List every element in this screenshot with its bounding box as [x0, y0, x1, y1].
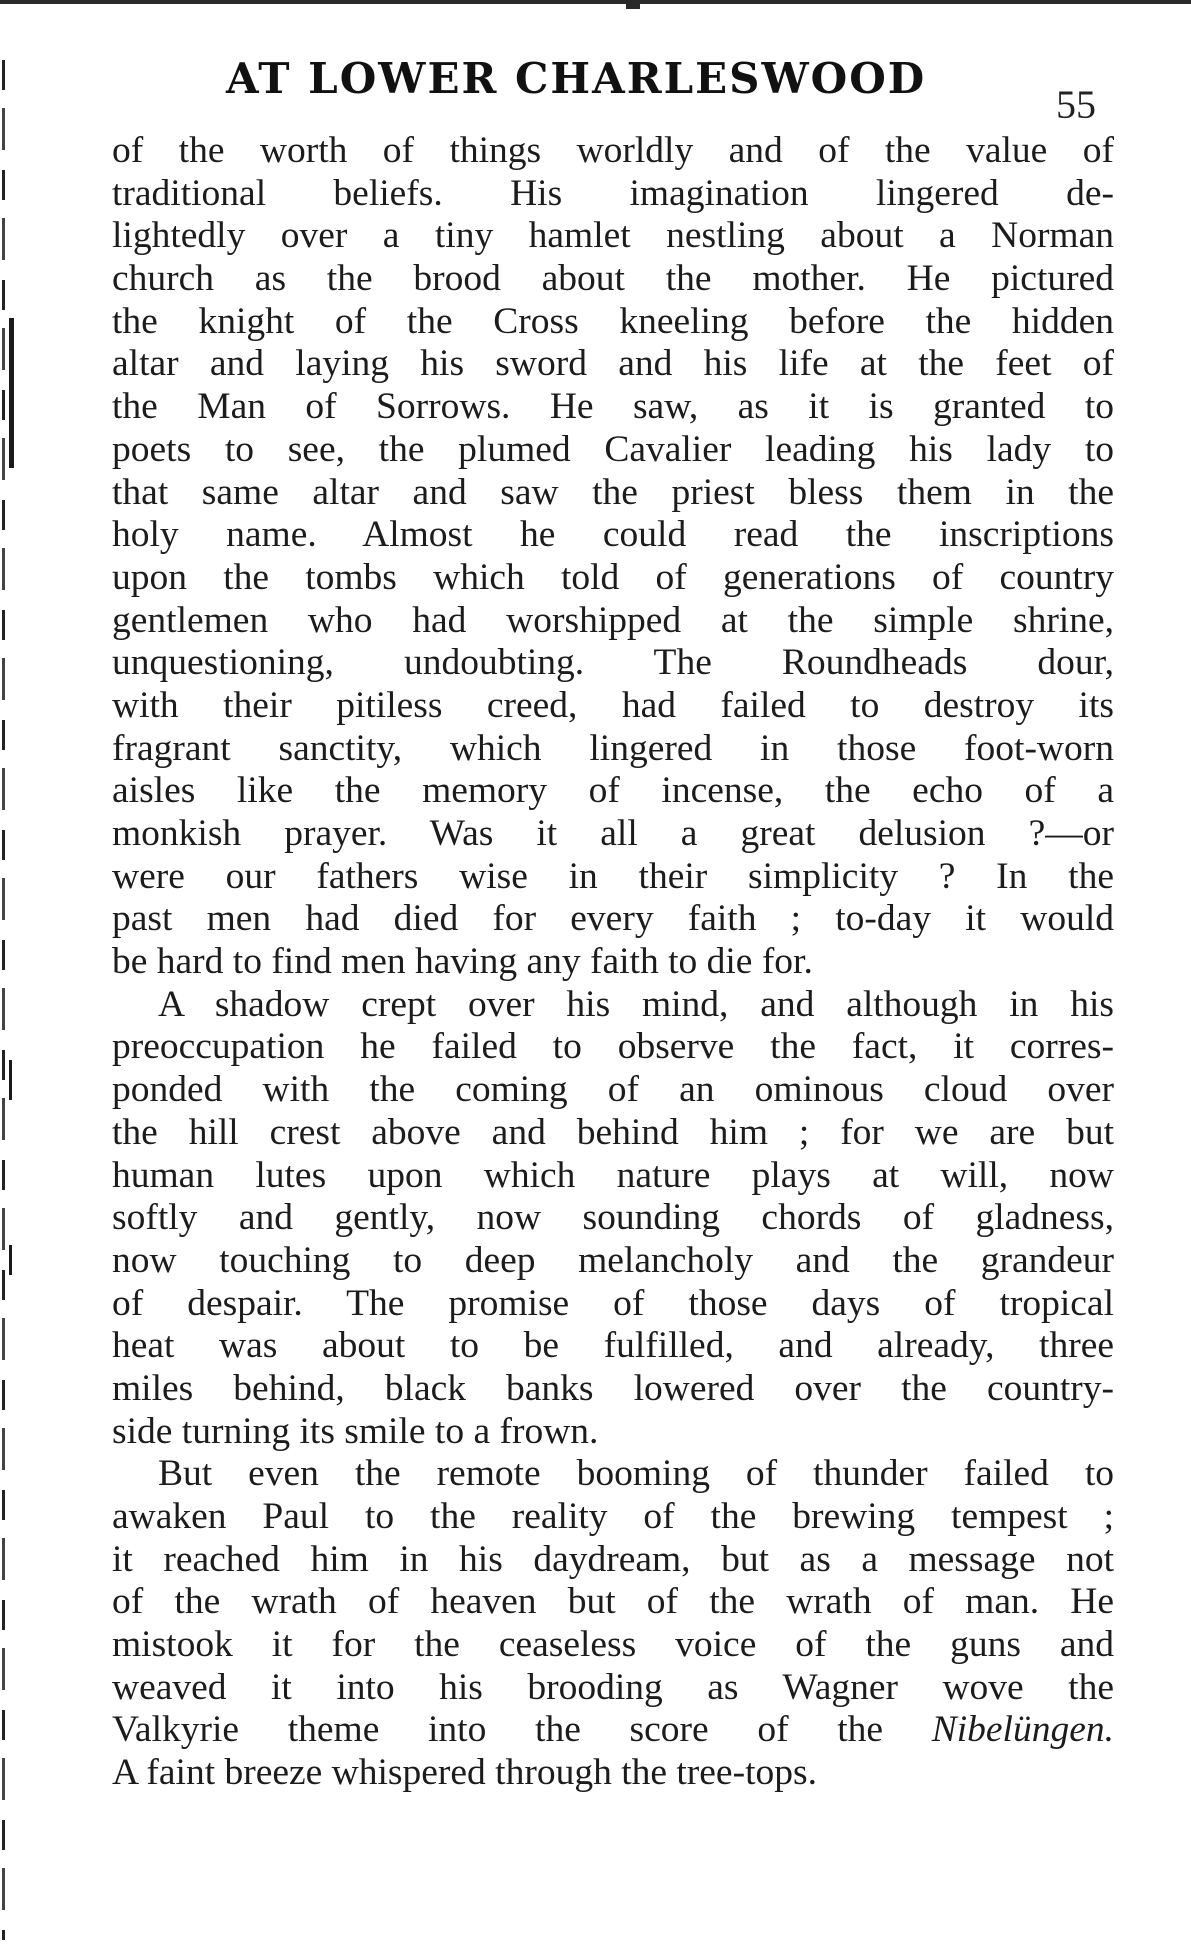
top-edge-mark: [626, 0, 640, 9]
text-line: poets to see, the plumed Cavalier leading his lady to: [112, 428, 1114, 470]
text-line: of the worth of things worldly and of the value of: [112, 130, 1114, 171]
text-line: church as the brood about the mother. He pictured: [112, 258, 1114, 300]
text-line: of the wrath of heaven but of the wrath of man. He: [112, 1581, 1114, 1623]
text-line: of despair. The promise of those days of tropical: [112, 1282, 1114, 1324]
text-line: were our fathers wise in their simplicity ? In the: [112, 855, 1114, 897]
text-line: miles behind, black banks lowered over the country-: [112, 1367, 1114, 1409]
text-line: aisles like the memory of incense, the echo of a: [112, 770, 1114, 812]
running-title: AT LOWER CHARLESWOOD: [226, 54, 927, 103]
text-segment: Valkyrie theme into the score of the: [112, 1709, 884, 1751]
text-line: the hill crest above and behind him ; for we are but: [112, 1111, 1114, 1153]
text-line: upon the tombs which told of generations of country: [112, 556, 1114, 598]
italic-title: Nibelüngen.: [931, 1709, 1114, 1751]
paragraph: [112, 130, 1114, 984]
page-number: 55: [1056, 82, 1096, 127]
text-line: now touching to deep melancholy and the grandeur: [112, 1239, 1114, 1281]
text-line: lightedly over a tiny hamlet nestling about a Norman: [112, 215, 1114, 257]
text-line: A faint breeze whispered through the tree-tops.: [112, 1752, 817, 1794]
text-line: unquestioning, undoubting. The Roundheads dour,: [112, 642, 1114, 684]
text-line: softly and gently, now sounding chords of gladness,: [112, 1197, 1114, 1239]
top-edge-rule: [0, 0, 1191, 4]
body-text: [112, 130, 1114, 1795]
text-line: heat was about to be fulfilled, and already, three: [112, 1325, 1114, 1367]
text-line: side turning its smile to a frown.: [112, 1410, 599, 1452]
text-line: mistook it for the ceaseless voice of the guns and: [112, 1624, 1114, 1666]
text-line: human lutes upon which nature plays at will, now: [112, 1154, 1114, 1196]
text-line: that same altar and saw the priest bless them in the: [112, 471, 1114, 513]
left-edge-mark: [9, 1060, 12, 1100]
text-line: awaken Paul to the reality of the brewing tempest ;: [112, 1496, 1114, 1537]
text-line: with their pitiless creed, had failed to destroy its: [112, 684, 1114, 726]
text-line-with-italic: [112, 1709, 1114, 1752]
text-line: weaved it into his brooding as Wagner wove the: [112, 1666, 1114, 1708]
text-line: A shadow crept over his mind, and although in his: [158, 983, 1114, 1025]
text-line: it reached him in his daydream, but as a message not: [112, 1538, 1114, 1580]
text-line: past men had died for every faith ; to-day it would: [112, 898, 1114, 940]
running-head: [226, 46, 1096, 127]
text-line: fragrant sanctity, which lingered in those foot-worn: [112, 727, 1114, 769]
left-edge-mark: [9, 318, 14, 468]
text-line: traditional beliefs. His imagination lingered de-: [112, 172, 1114, 214]
text-line: holy name. Almost he could read the inscriptions: [112, 514, 1114, 556]
text-line: altar and laying his sword and his life at the feet of: [112, 343, 1114, 385]
paragraph: [112, 1453, 1114, 1795]
paragraph: [112, 984, 1114, 1454]
left-edge-mark: [9, 1245, 12, 1275]
text-line: the Man of Sorrows. He saw, as it is granted to: [112, 386, 1114, 428]
text-line: gentlemen who had worshipped at the simple shrine,: [112, 599, 1114, 641]
text-line: the knight of the Cross kneeling before the hidden: [112, 300, 1114, 342]
text-line: But even the remote booming of thunder failed to: [158, 1453, 1114, 1495]
left-page-edge: [2, 60, 5, 1940]
text-line: monkish prayer. Was it all a great delusion ?—or: [112, 813, 1114, 854]
text-line: be hard to find men having any faith to die for.: [112, 941, 813, 983]
text-line: ponded with the coming of an ominous cloud over: [112, 1069, 1114, 1111]
text-line: preoccupation he failed to observe the fact, it corres-: [112, 1026, 1114, 1068]
